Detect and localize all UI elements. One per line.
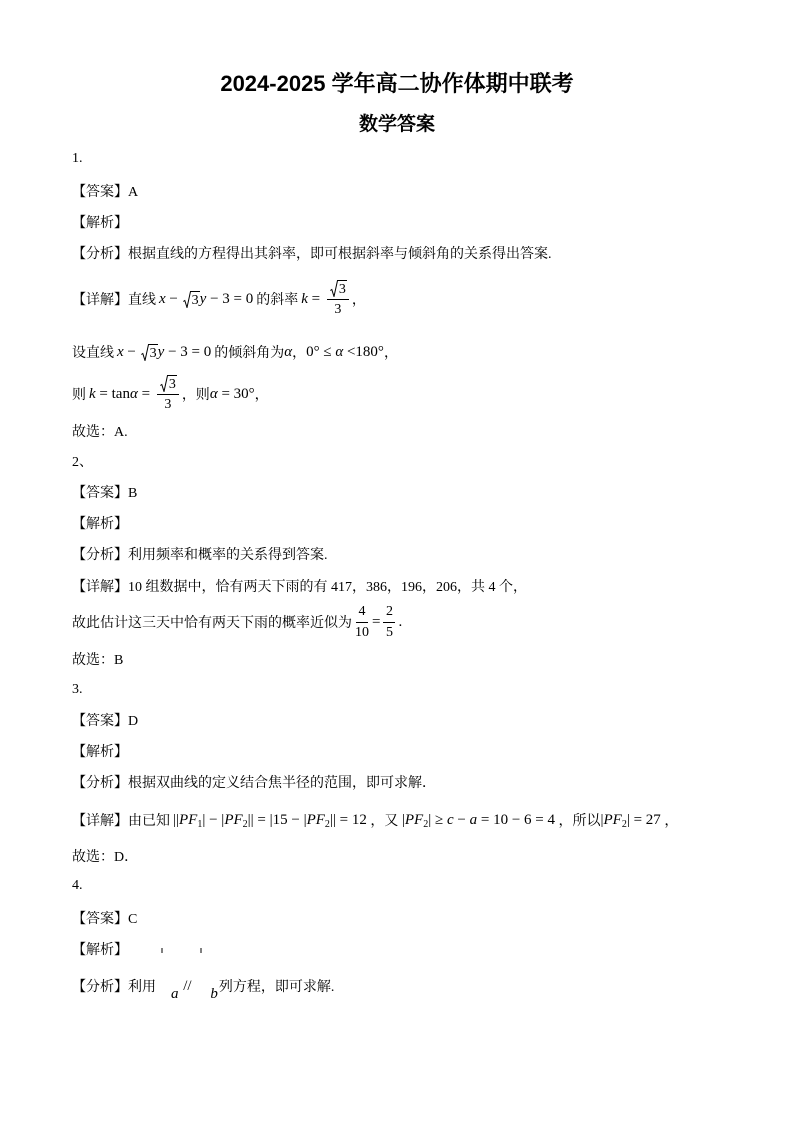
vector-a [157,954,179,1019]
math-expression: = tan [95,385,130,402]
math-operator: − [165,290,182,307]
math-expression: = 30° [217,385,255,402]
q3-analysis-label: 【解析】 [72,745,128,760]
fraction-denominator: 3 [164,397,172,412]
fraction [327,280,349,318]
q4-number: 4. [72,878,83,893]
fenxi-text: 列方程，即可求解. [218,980,335,995]
q1-slope [72,370,269,418]
fraction-numerator: 2 [383,603,395,623]
vector-b [196,954,218,1019]
segment-pf: PF [224,811,243,828]
radicand: 3 [191,292,199,308]
radical-sign-icon [330,280,338,297]
detail-label: 【详解】 [72,293,128,308]
math-expression: || = |15 − | [247,811,307,828]
page-title: 2024-2025 学年高二协作体期中联考 [220,71,574,96]
q3-detail [72,806,678,834]
fraction-numerator [157,375,179,395]
fraction [355,603,369,641]
fraction [383,603,395,641]
abs-bar: | [600,811,604,828]
math-operator: − [123,343,140,360]
q1-incline [72,338,398,366]
math-expression: <180° [343,343,384,360]
math-operator: − [453,811,470,828]
detail-text: ，又 [366,814,402,829]
variable-c: c [446,811,454,828]
variable-x: x [159,290,166,307]
square-root [183,291,200,308]
segment-pf: PF [603,811,622,828]
subscript: 2 [324,818,330,830]
q1-number: 1. [72,151,83,166]
segment-pf: PF [404,811,424,828]
variable-y: y [199,290,207,307]
variable-y: y [157,343,165,360]
subscript: 2 [621,818,627,830]
radical-sign-icon [160,375,168,392]
punctuation: . [398,613,403,630]
q1-detail [72,275,366,323]
abs-bars: || [173,811,180,828]
radicand: 3 [168,377,176,392]
q2-estimate [72,598,402,646]
math-expression: | ≥ [428,811,447,828]
math-expression: − 3 = 0 [164,343,212,360]
detail-text: 的倾斜角为 [214,346,285,361]
radicand: 3 [338,282,346,297]
fraction-numerator [327,280,349,300]
segment-pf: PF [306,811,325,828]
punctuation: ， [351,293,366,308]
math-expression: 0° ≤ [306,343,336,360]
square-root [330,280,347,297]
page-subtitle: 数学答案 [358,114,435,135]
punctuation: ， [383,346,398,361]
equals-sign: = [137,385,154,402]
radical-sign-icon [183,291,191,308]
q1-answer: 【答案】A [72,185,139,200]
abs-bar: | [401,811,405,828]
punctuation: ， [292,346,307,361]
q3-number: 3. [72,682,83,697]
square-root [141,344,158,361]
vector-arrow-icon [199,948,203,954]
q3-fenxi: 【分析】根据双曲线的定义结合焦半径的范围，即可求解． [72,776,436,791]
variable-alpha: α [129,385,138,402]
math-expression: || = 12 [329,811,367,828]
vector-arrow-icon [160,948,164,954]
q1-analysis-label: 【解析】 [72,216,128,231]
detail-text: ，则 [181,388,210,403]
detail-text: 设直线 [72,346,114,361]
parallel-sign: // [179,977,196,994]
detail-text: 则 [72,388,86,403]
variable-alpha: α [284,343,293,360]
variable-x: x [117,343,124,360]
math-expression: = 10 − 6 = 4 [477,811,555,828]
variable-a: a [469,811,478,828]
radicand: 3 [149,345,157,361]
q4-answer: 【答案】C [72,912,138,927]
detail-text: 由已知 [128,814,170,829]
q2-detail: 【详解】10 组数据中，恰有两天下雨的有 417，386，196，206，共 4 个， [72,580,527,595]
q4-fenxi [72,972,334,1000]
q2-conclusion: 故选：B [72,653,124,668]
q3-answer: 【答案】D [72,714,139,729]
variable-k: k [89,385,96,402]
detail-label: 【详解】 [72,814,128,829]
segment-pf: PF [179,811,198,828]
math-expression: | = 27 [626,811,661,828]
detail-text: 直线 [128,293,156,308]
q2-analysis-label: 【解析】 [72,517,128,532]
math-expression: − 3 = 0 [206,290,254,307]
variable-alpha: α [335,343,344,360]
subscript: 2 [423,818,429,830]
q2-fenxi: 【分析】利用频率和概率的关系得到答案. [72,548,328,563]
variable-a: a [171,985,179,1002]
detail-text: ，所以 [555,814,601,829]
fraction-denominator: 3 [334,302,342,317]
equals-sign: = [372,613,381,630]
fraction-numerator: 4 [356,603,368,623]
punctuation: ， [254,388,269,403]
detail-text: 故此估计这三天中恰有两天下雨的概率近似为 [72,616,352,631]
q3-conclusion: 故选：D． [72,850,139,865]
variable-b: b [210,985,218,1002]
variable-k: k [301,290,308,307]
fenxi-text: 【分析】利用 [72,980,156,995]
q4-analysis-label: 【解析】 [72,943,128,958]
variable-alpha: α [209,385,218,402]
fraction-denominator: 5 [385,625,393,640]
subscript: 2 [242,818,248,830]
fraction-denominator: 10 [355,625,369,640]
q2-answer: 【答案】B [72,486,138,501]
radical-sign-icon [141,344,149,361]
punctuation: ， [660,814,679,829]
detail-text: 的斜率 [256,293,299,308]
q1-conclusion: 故选：A. [72,425,128,440]
subscript: 1 [197,818,203,830]
fraction [157,375,179,413]
q2-number: 2、 [72,455,93,470]
math-expression: | − | [202,811,225,828]
q1-fenxi: 【分析】根据直线的方程得出其斜率，即可根据斜率与倾斜角的关系得出答案. [72,247,552,262]
equals-sign: = [307,290,324,307]
square-root [160,375,177,392]
